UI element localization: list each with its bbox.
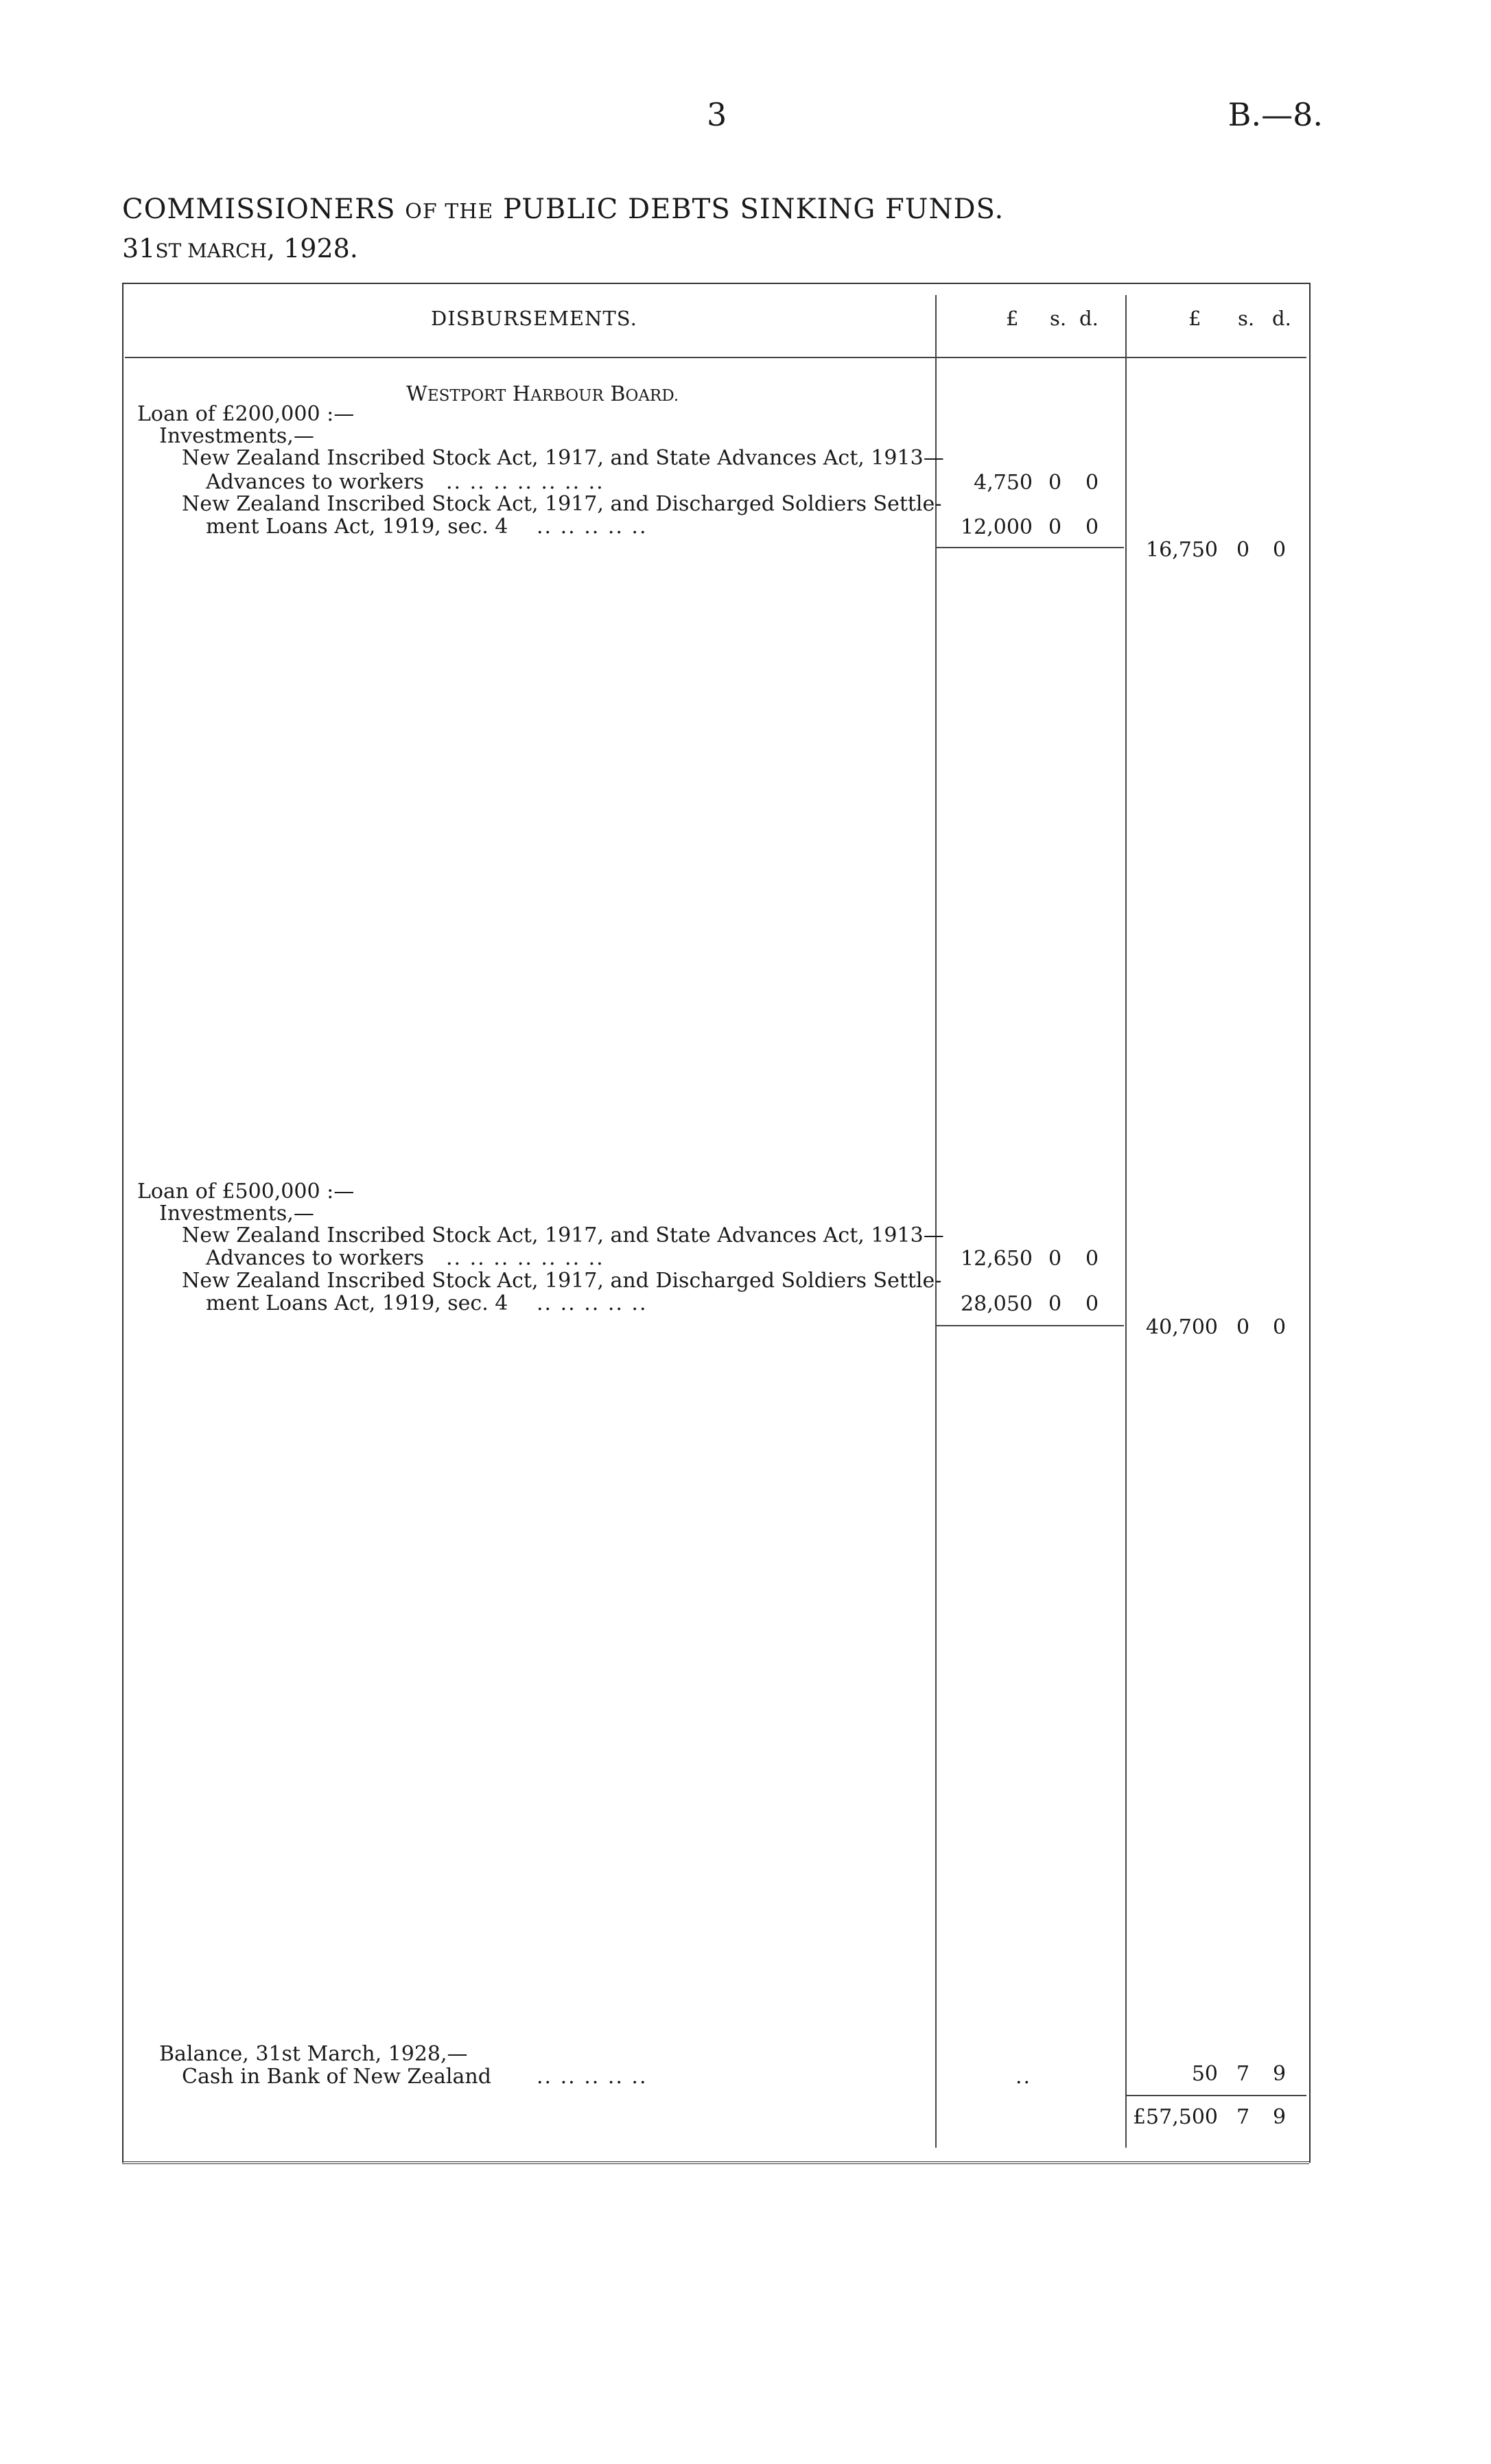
date-month: ST MARCH: [155, 239, 267, 262]
amount-shillings: 0: [1048, 1247, 1062, 1271]
investments-label: Investments,—: [159, 424, 314, 448]
leader-dots: .. .. .. .. .. .. ..: [446, 1246, 604, 1270]
cash-in-bank-label: Cash in Bank of New Zealand: [182, 2065, 491, 2089]
col1-pound-header: £: [1006, 307, 1019, 330]
balance-pence: 9: [1273, 2062, 1287, 2086]
grand-total-pence: 9: [1273, 2105, 1287, 2129]
title-of-the: OF THE: [405, 200, 494, 224]
leader-dots: ..: [1015, 2065, 1032, 2089]
header-rule: [125, 357, 1306, 358]
balance-shillings: 7: [1236, 2062, 1250, 2086]
stock-act-line-1: New Zealand Inscribed Stock Act, 1917, and State Advances Act, 1913—: [182, 446, 944, 470]
section-total-pounds: 40,700: [1146, 1315, 1218, 1339]
amount-shillings: 0: [1048, 515, 1062, 539]
loan-500000-label: Loan of £500,000 :—: [137, 1180, 355, 1204]
investments-label: Investments,—: [159, 1201, 314, 1225]
loans-act-sec4: ment Loans Act, 1919, sec. 4: [206, 1291, 508, 1315]
table-bottom-rule: [122, 2161, 1309, 2164]
stock-act-line-1: New Zealand Inscribed Stock Act, 1917, and State Advances Act, 1913—: [182, 1223, 944, 1247]
stock-act-line-2: New Zealand Inscribed Stock Act, 1917, and Discharged Soldiers Settle-: [182, 492, 942, 516]
board-heading: WESTPORT HARBOUR BOARD.: [406, 382, 679, 406]
column-divider-2: [1125, 295, 1127, 2148]
amount-pounds: 12,650: [961, 1247, 1033, 1271]
leader-dots: .. .. .. .. ..: [537, 515, 648, 539]
amount-pence: 0: [1085, 1292, 1099, 1316]
col1-pence-header: d.: [1079, 307, 1099, 330]
amount-pence: 0: [1085, 471, 1099, 495]
page-date: [122, 233, 358, 263]
amount-pounds: 4,750: [974, 471, 1033, 495]
amount-pounds: 28,050: [961, 1292, 1033, 1316]
col1-shillings-header: s.: [1050, 307, 1067, 330]
subtotal-rule: [937, 1325, 1124, 1326]
title-part-2: PUBLIC DEBTS SINKING FUNDS.: [503, 193, 1005, 225]
section-total-pence: 0: [1273, 1315, 1287, 1339]
title-part-1: COMMISSIONERS: [122, 193, 396, 225]
advances-to-workers: Advances to workers: [206, 1246, 424, 1270]
amount-pence: 0: [1085, 515, 1099, 539]
document-reference: B.—8.: [1228, 96, 1323, 133]
date-year: , 1928.: [266, 233, 358, 263]
leader-dots: .. .. .. .. ..: [537, 1291, 648, 1315]
section-total-pounds: 16,750: [1146, 538, 1218, 562]
amount-pounds: 12,000: [961, 515, 1033, 539]
section-total-pence: 0: [1273, 538, 1287, 562]
balance-pounds: 50: [1191, 2062, 1218, 2086]
subtotal-rule: [937, 547, 1124, 548]
page-title: [122, 193, 1004, 225]
col2-pence-header: d.: [1272, 307, 1291, 330]
col2-pound-header: £: [1188, 307, 1201, 330]
leader-dots: .. .. .. .. ..: [537, 2065, 648, 2089]
amount-shillings: 0: [1048, 471, 1062, 495]
disbursements-heading: DISBURSEMENTS.: [431, 307, 637, 330]
grand-total-pounds: £57,500: [1132, 2105, 1218, 2129]
section-total-shillings: 0: [1236, 538, 1250, 562]
date-day: 31: [122, 233, 156, 263]
balance-label: Balance, 31st March, 1928,—: [159, 2042, 468, 2066]
stock-act-line-2: New Zealand Inscribed Stock Act, 1917, and Discharged Soldiers Settle-: [182, 1269, 942, 1293]
col2-shillings-header: s.: [1238, 307, 1255, 330]
advances-to-workers: Advances to workers: [206, 470, 424, 494]
amount-shillings: 0: [1048, 1292, 1062, 1316]
grand-total-shillings: 7: [1236, 2105, 1250, 2129]
loan-200000-label: Loan of £200,000 :—: [137, 402, 355, 426]
total-rule: [1127, 2095, 1306, 2096]
column-divider-1: [935, 295, 937, 2148]
loans-act-sec4: ment Loans Act, 1919, sec. 4: [206, 515, 508, 539]
amount-pence: 0: [1085, 1247, 1099, 1271]
page-number: 3: [707, 96, 727, 133]
section-total-shillings: 0: [1236, 1315, 1250, 1339]
leader-dots: .. .. .. .. .. .. ..: [446, 470, 604, 494]
